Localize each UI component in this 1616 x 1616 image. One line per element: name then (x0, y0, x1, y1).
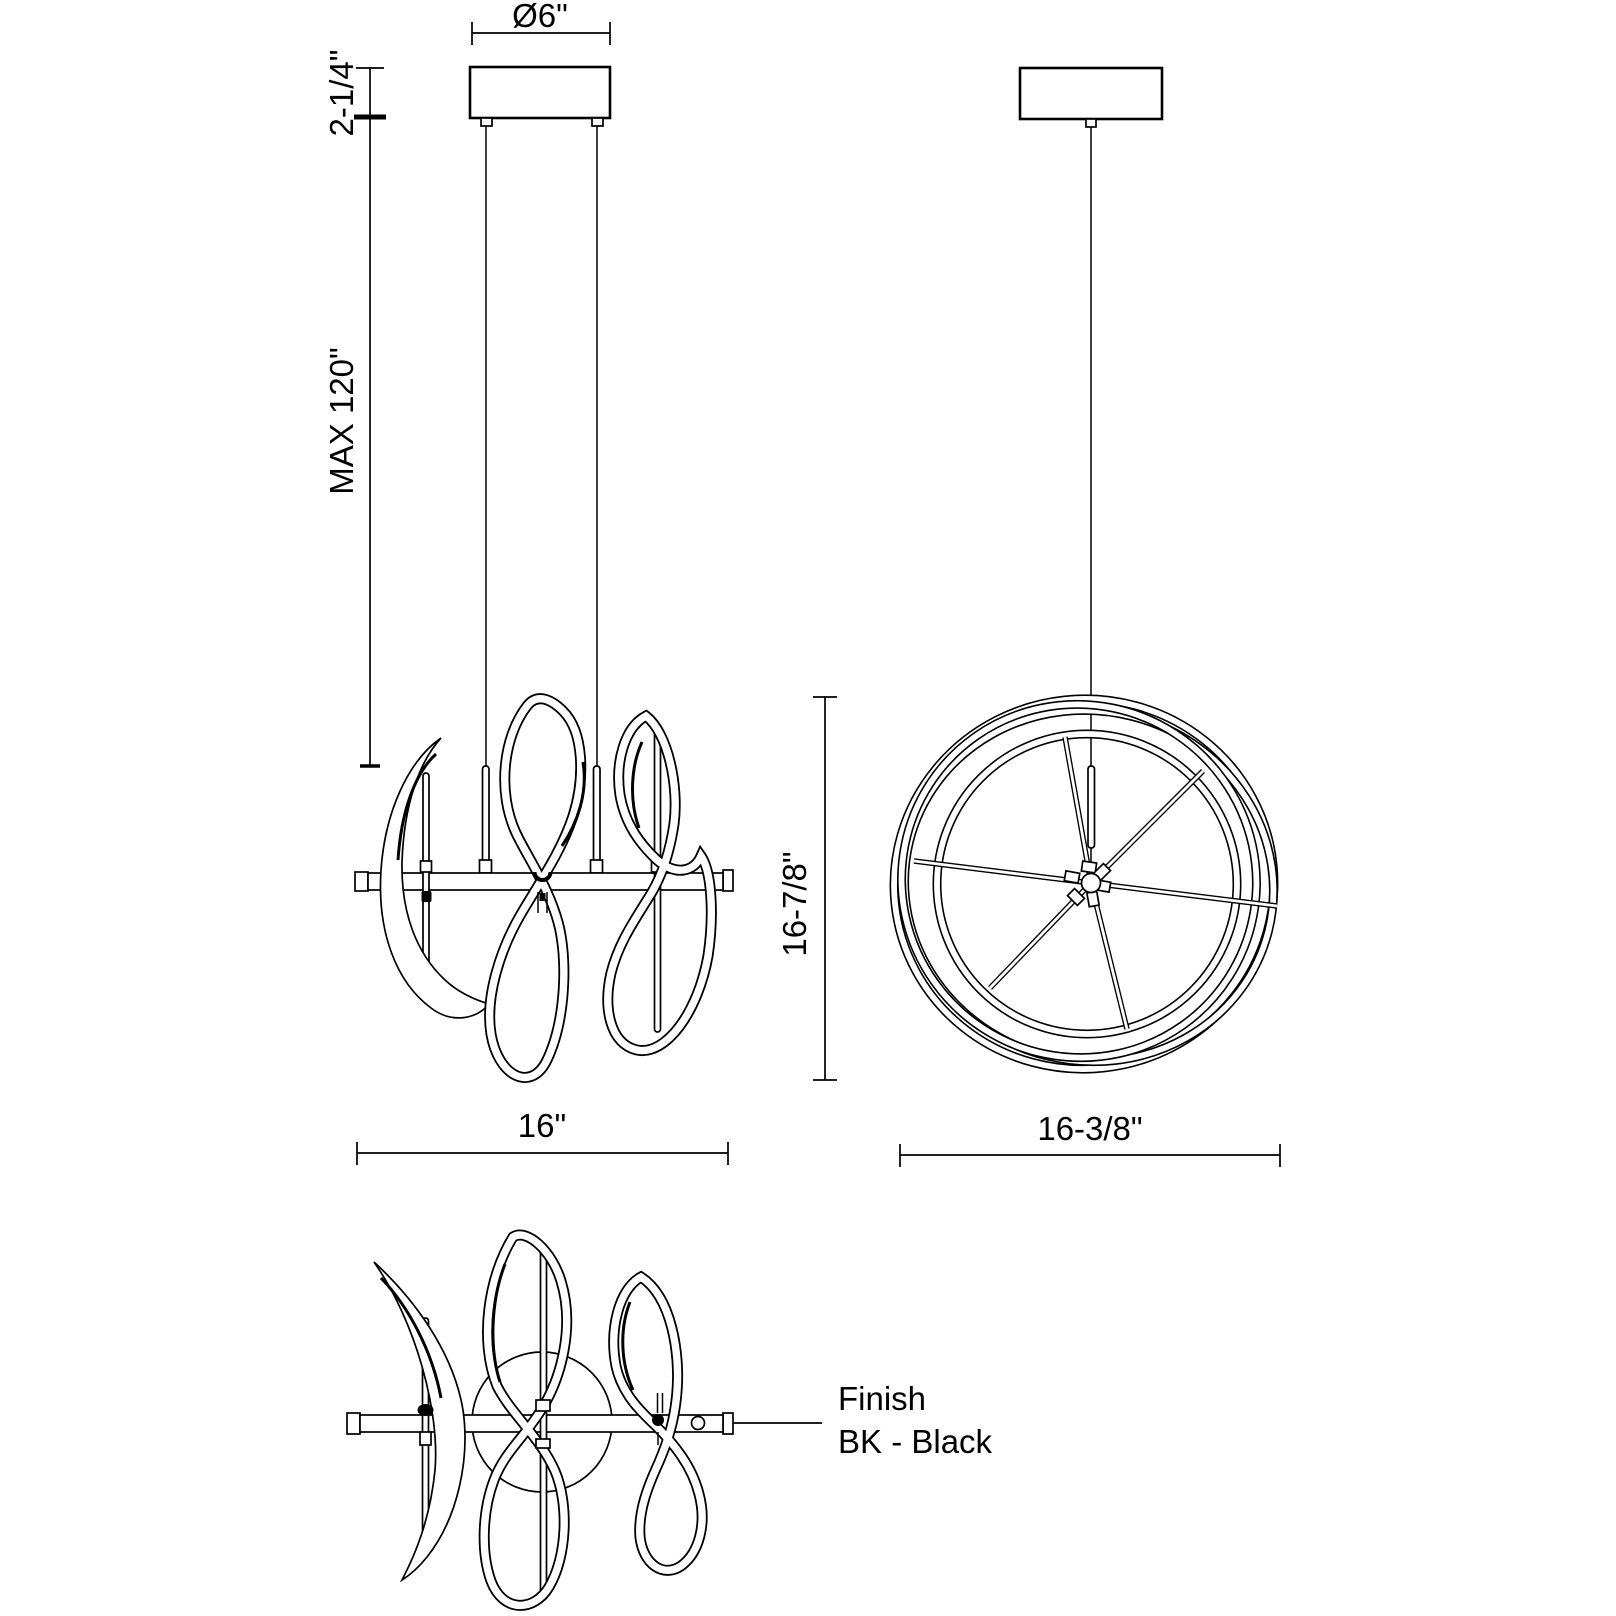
dim-canopy-height (323, 50, 386, 137)
dim-fixture-height (776, 697, 837, 1080)
bar-end-cap (347, 1413, 360, 1434)
rod-sleeve (420, 1432, 431, 1445)
dim-label-side-width: 16-3/8" (1037, 1110, 1143, 1147)
cable-stem (483, 766, 490, 862)
finish-label: Finish (838, 1380, 927, 1417)
bar-end-cap (723, 1413, 733, 1434)
hub-stem (1088, 766, 1095, 848)
side-view (834, 68, 1324, 1167)
dim-label-canopy-height: 2-1/4" (323, 49, 360, 137)
rod-collar (421, 861, 432, 872)
dim-label-max-suspension: MAX 120" (323, 347, 360, 495)
support-rod (423, 773, 429, 983)
dim-canopy-diameter (472, 0, 610, 45)
rod-sleeve (536, 1439, 550, 1448)
finish-value: BK - Black (838, 1423, 993, 1460)
hub (1082, 874, 1101, 893)
dim-label-fixture-height: 16-7/8" (776, 851, 813, 957)
rod-sleeve (536, 1400, 550, 1411)
rod-joint (422, 891, 432, 902)
rod-joint (418, 1404, 434, 1416)
cable-gripper (1086, 119, 1096, 127)
bar-end-cap (355, 872, 368, 891)
support-rod (541, 1247, 547, 1600)
dim-fixture-width (357, 1107, 728, 1165)
stem-socket (591, 860, 603, 873)
plan-view (347, 1235, 993, 1605)
canopy-side (1020, 68, 1162, 119)
dim-label-fixture-width: 16" (517, 1107, 567, 1144)
dim-label-canopy-diameter: Ø6" (512, 0, 568, 34)
front-view (323, 0, 837, 1165)
bar-end-cap (723, 870, 733, 891)
canopy-front (470, 67, 610, 118)
dim-max-suspension (323, 117, 380, 766)
cable-gripper (592, 118, 603, 126)
dim-side-width (900, 1110, 1280, 1167)
stem-socket (480, 860, 492, 873)
mounting-hole (692, 1417, 705, 1430)
cable-gripper (481, 118, 492, 126)
rod-joint (652, 1414, 664, 1426)
cable-stem (594, 766, 601, 862)
ribbon-edge-line (633, 742, 642, 828)
